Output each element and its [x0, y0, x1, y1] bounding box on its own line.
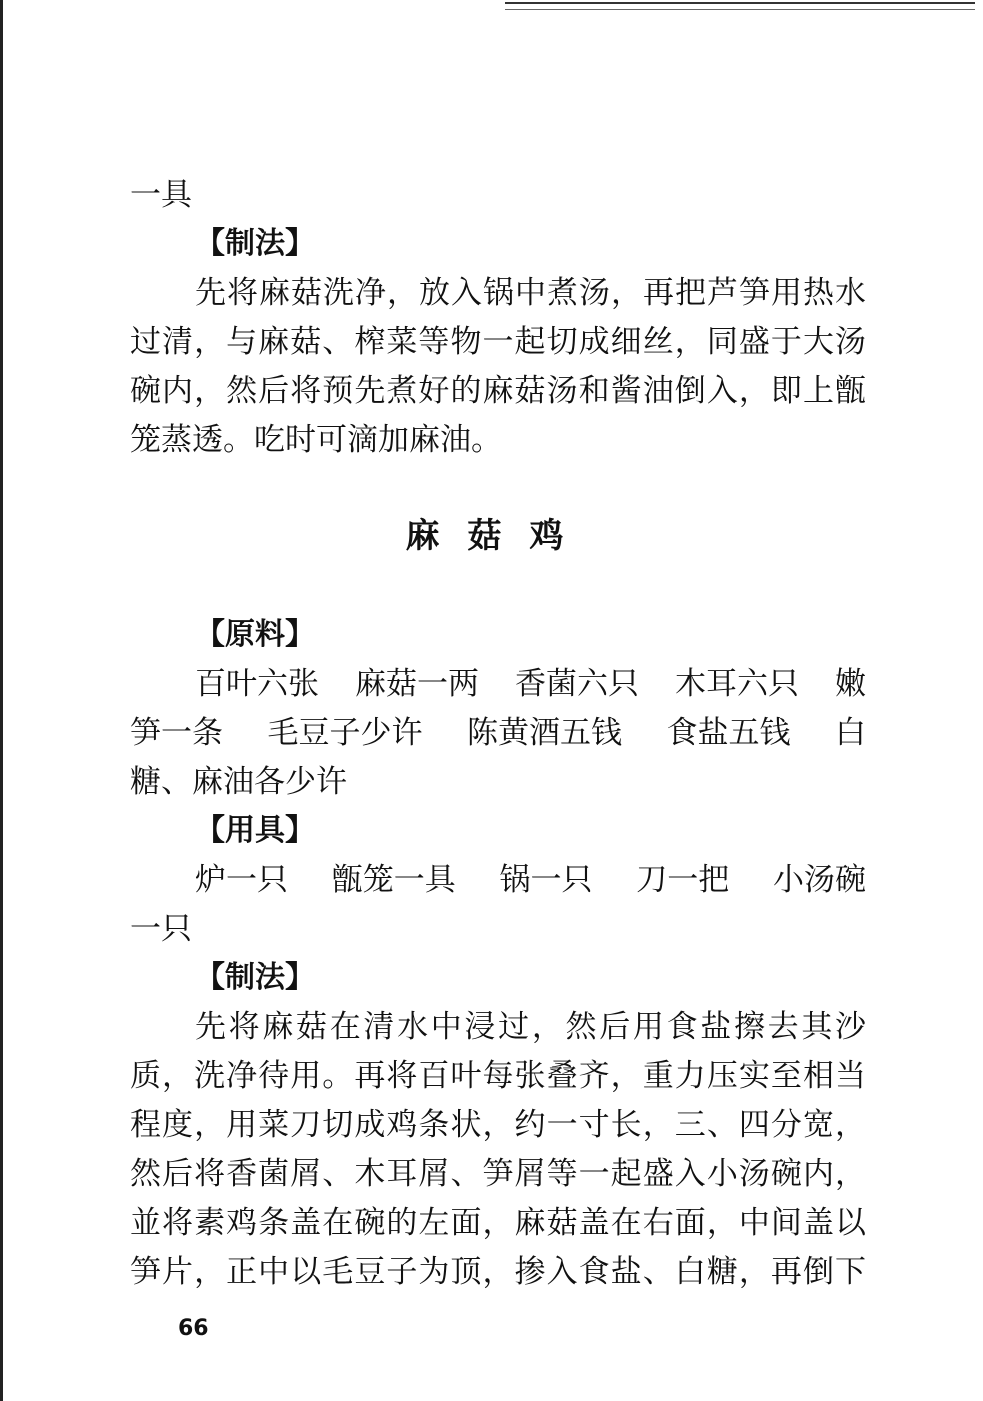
- method-line: 並将素鸡条盖在碗的左面，麻菇盖在右面，中间盖以: [130, 1205, 866, 1241]
- method-line: 先将麻菇洗净，放入锅中煮汤，再把芦笋用热水: [195, 275, 866, 311]
- ingredient-item: 陈黄酒五钱: [467, 715, 622, 751]
- page-left-edge: [0, 0, 3, 1401]
- page-number: 66: [178, 1316, 209, 1341]
- method-line: 过清，与麻菇、榨菜等物一起切成细丝，同盛于大汤: [130, 324, 866, 360]
- method-line: 先将麻菇在清水中浸过，然后用食盐擦去其沙: [195, 1009, 866, 1045]
- ingredient-item: 毛豆子少许: [267, 715, 423, 751]
- ingredient-item: 嫩: [835, 666, 866, 702]
- tools-row: 一只: [130, 911, 192, 947]
- ingredient-item: 百叶六张: [195, 666, 319, 702]
- method-line: 笋片，正中以毛豆子为顶，掺入食盐、白糖，再倒下: [130, 1254, 866, 1290]
- method-line: 然后将香菌屑、木耳屑、笋屑等一起盛入小汤碗内，: [130, 1156, 866, 1192]
- tools-row: [195, 860, 866, 900]
- tool-item: 锅一只: [499, 862, 593, 898]
- tool-item: 甑笼一具: [331, 862, 456, 898]
- tool-tail: 一具: [130, 177, 192, 213]
- ingredient-item: 麻菇一两: [355, 666, 479, 702]
- ingredients-header: 【原料】: [195, 617, 315, 652]
- ingredient-item: 香菌六只: [515, 666, 639, 702]
- method-line: 笼蒸透。吃时可滴加麻油。: [130, 422, 502, 458]
- method-header: 【制法】: [195, 960, 315, 995]
- top-rule-thin: [505, 9, 975, 10]
- recipe-title: 麻菇鸡: [405, 516, 592, 556]
- tool-item: 炉一只: [195, 862, 288, 898]
- method-line: 程度，用菜刀切成鸡条状，约一寸长，三、四分宽，: [130, 1107, 866, 1143]
- ingredients-row: [195, 664, 866, 704]
- ingredient-item: 木耳六只: [675, 666, 799, 702]
- ingredient-item: 笋一条: [130, 715, 223, 751]
- method-line: 碗内，然后将预先煮好的麻菇汤和酱油倒入，即上甑: [130, 373, 866, 409]
- ingredient-item: 食盐五钱: [666, 715, 791, 751]
- method-line: 质，洗净待用。再将百叶每张叠齐，重力压实至相当: [130, 1058, 866, 1094]
- top-rule: [505, 2, 975, 4]
- tool-item: 刀一把: [636, 862, 730, 898]
- ingredient-item: 白: [835, 715, 866, 751]
- ingredients-row: [130, 713, 866, 753]
- tools-header: 【用具】: [195, 813, 315, 848]
- method-header-prev: 【制法】: [195, 226, 315, 261]
- tool-item: 小汤碗: [773, 862, 866, 898]
- ingredients-row: 糖、麻油各少许: [130, 764, 347, 800]
